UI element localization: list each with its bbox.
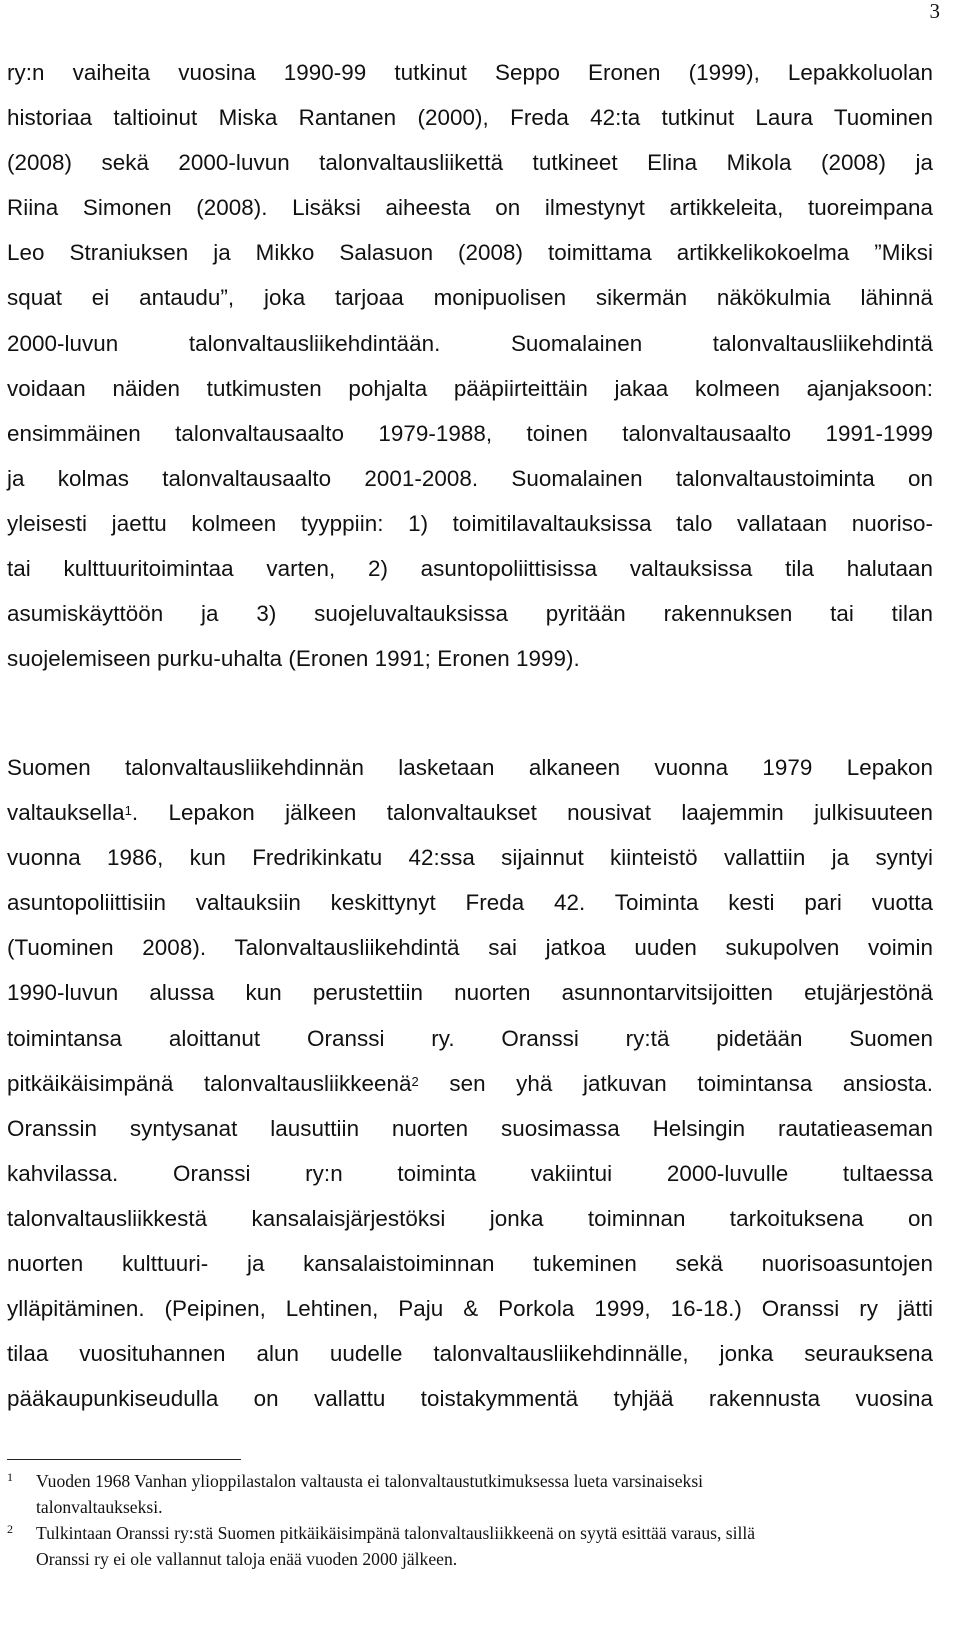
paragraph-2-line: toimintansa aloittanut Oranssi ry. Oranssi ry:tä pidetään Suomen	[7, 1025, 933, 1051]
paragraph-2-line	[7, 1061, 933, 1106]
footnote-text	[36, 1468, 933, 1520]
footnote-separator	[7, 1459, 241, 1460]
footnote-text	[36, 1520, 933, 1572]
footnote-reference-2[interactable]: 2	[411, 1073, 419, 1089]
paragraph-2-line	[7, 790, 933, 835]
page-number: 3	[929, 0, 940, 23]
paragraph-2-line: Suomen talonvaltausliikehdinnän lasketaan alkaneen vuonna 1979 Lepakon	[7, 755, 933, 780]
footnotes	[7, 1468, 933, 1572]
footnote-line: talonvaltaukseksi.	[36, 1497, 163, 1517]
paragraph-2-line: Oranssin syntysanat lausuttiin nuorten suosimassa Helsingin rautatieaseman	[7, 1115, 933, 1141]
paragraph-1-line: historiaa taltioinut Miska Rantanen (2000), Freda 42:ta tutkinut Laura Tuominen	[7, 105, 933, 131]
paragraph-1-line: Leo Straniuksen ja Mikko Salasuon (2008) toimittama artikkelikokoelma ”Miksi	[7, 240, 933, 266]
footnote-number: 2	[7, 1522, 13, 1536]
footnote-reference-1[interactable]: 1	[124, 803, 132, 819]
paragraph-2	[7, 745, 933, 1421]
paragraph-2-line: nuorten kulttuuri- ja kansalaistoiminnan tukeminen sekä nuorisoasuntojen	[7, 1251, 933, 1277]
paragraph-1-line: ensimmäinen talonvaltausaalto 1979-1988, toinen talonvaltausaalto 1991-1999	[7, 420, 933, 446]
paragraph-2-text: valtauksella	[7, 800, 125, 826]
paragraph-1-line: suojelemiseen purku-uhalta (Eronen 1991; Eronen 1999).	[7, 646, 580, 672]
footnote-line: Vuoden 1968 Vanhan ylioppilastalon valtausta ei talonvaltaustutkimuksessa lueta varsinaiseksi	[36, 1471, 704, 1491]
paragraph-1-line: squat ei antaudu”, joka tarjoaa monipuolisen sikermän näkökulmia lähinnä	[7, 285, 933, 311]
paragraph-2-line: kahvilassa. Oranssi ry:n toiminta vakiintui 2000-luvulle tultaessa	[7, 1160, 933, 1186]
paragraph-2-line: pääkaupunkiseudulla on vallattu toistakymmentä tyhjää rakennusta vuosina	[7, 1386, 933, 1412]
paragraph-1-line: asumiskäyttöön ja 3) suojeluvaltauksissa pyritään rakennuksen tai tilan	[7, 601, 933, 627]
footnote-line: Oranssi ry ei ole vallannut taloja enää vuoden 2000 jälkeen.	[36, 1549, 458, 1569]
paragraph-1-line: voidaan näiden tutkimusten pohjalta pääpiirteittäin jakaa kolmeen ajanjaksoon:	[7, 375, 933, 401]
paragraph-2-line: tilaa vuosituhannen alun uudelle talonvaltausliikehdinnälle, jonka seurauksena	[7, 1341, 933, 1367]
paragraph-2-line: vuonna 1986, kun Fredrikinkatu 42:ssa sijainnut kiinteistö vallattiin ja syntyi	[7, 845, 933, 871]
paragraph-2-text: sen yhä jatkuvan toimintansa ansiosta.	[418, 1070, 933, 1096]
paragraph-1-line: ja kolmas talonvaltausaalto 2001-2008. Suomalainen talonvaltaustoiminta on	[7, 465, 933, 491]
paragraph-2-line: ylläpitäminen. (Peipinen, Lehtinen, Paju & Porkola 1999, 16-18.) Oranssi ry jätti	[7, 1296, 933, 1322]
paragraph-1-line: ry:n vaiheita vuosina 1990-99 tutkinut Seppo Eronen (1999), Lepakkoluolan	[7, 60, 933, 85]
paragraph-1-line: tai kulttuuritoimintaa varten, 2) asuntopoliittisissa valtauksissa tila halutaan	[7, 556, 933, 582]
footnote-1	[7, 1468, 933, 1520]
paragraph-1-line: (2008) sekä 2000-luvun talonvaltausliikettä tutkineet Elina Mikola (2008) ja	[7, 150, 933, 176]
paragraph-1	[7, 50, 933, 681]
paragraph-1-line: Riina Simonen (2008). Lisäksi aiheesta on ilmestynyt artikkeleita, tuoreimpana	[7, 195, 933, 221]
footnote-2	[7, 1520, 933, 1572]
paragraph-2-line: 1990-luvun alussa kun perustettiin nuorten asunnontarvitsijoitten etujärjestönä	[7, 980, 933, 1006]
paragraph-1-line: yleisesti jaettu kolmeen tyyppiin: 1) toimitilavaltauksissa talo vallataan nuoriso-	[7, 510, 933, 536]
paragraph-2-line: asuntopoliittisiin valtauksiin keskittynyt Freda 42. Toiminta kesti pari vuotta	[7, 890, 933, 916]
paragraph-2-text: . Lepakon jälkeen talonvaltaukset nousivat laajemmin julkisuuteen	[131, 800, 933, 826]
paragraph-2-text: pitkäikäisimpänä talonvaltausliikkeenä	[7, 1070, 412, 1096]
footnote-line: Tulkintaan Oranssi ry:stä Suomen pitkäikäisimpänä talonvaltausliikkeenä on syytä esittää varaus, sillä	[36, 1523, 756, 1543]
paragraph-1-line: 2000-luvun talonvaltausliikehdintään. Suomalainen talonvaltausliikehdintä	[7, 330, 933, 356]
paragraph-2-line: (Tuominen 2008). Talonvaltausliikehdintä sai jatkoa uuden sukupolven voimin	[7, 935, 933, 961]
paragraph-2-line: talonvaltausliikkestä kansalaisjärjestöksi jonka toiminnan tarkoituksena on	[7, 1205, 933, 1231]
footnote-number: 1	[7, 1470, 13, 1484]
